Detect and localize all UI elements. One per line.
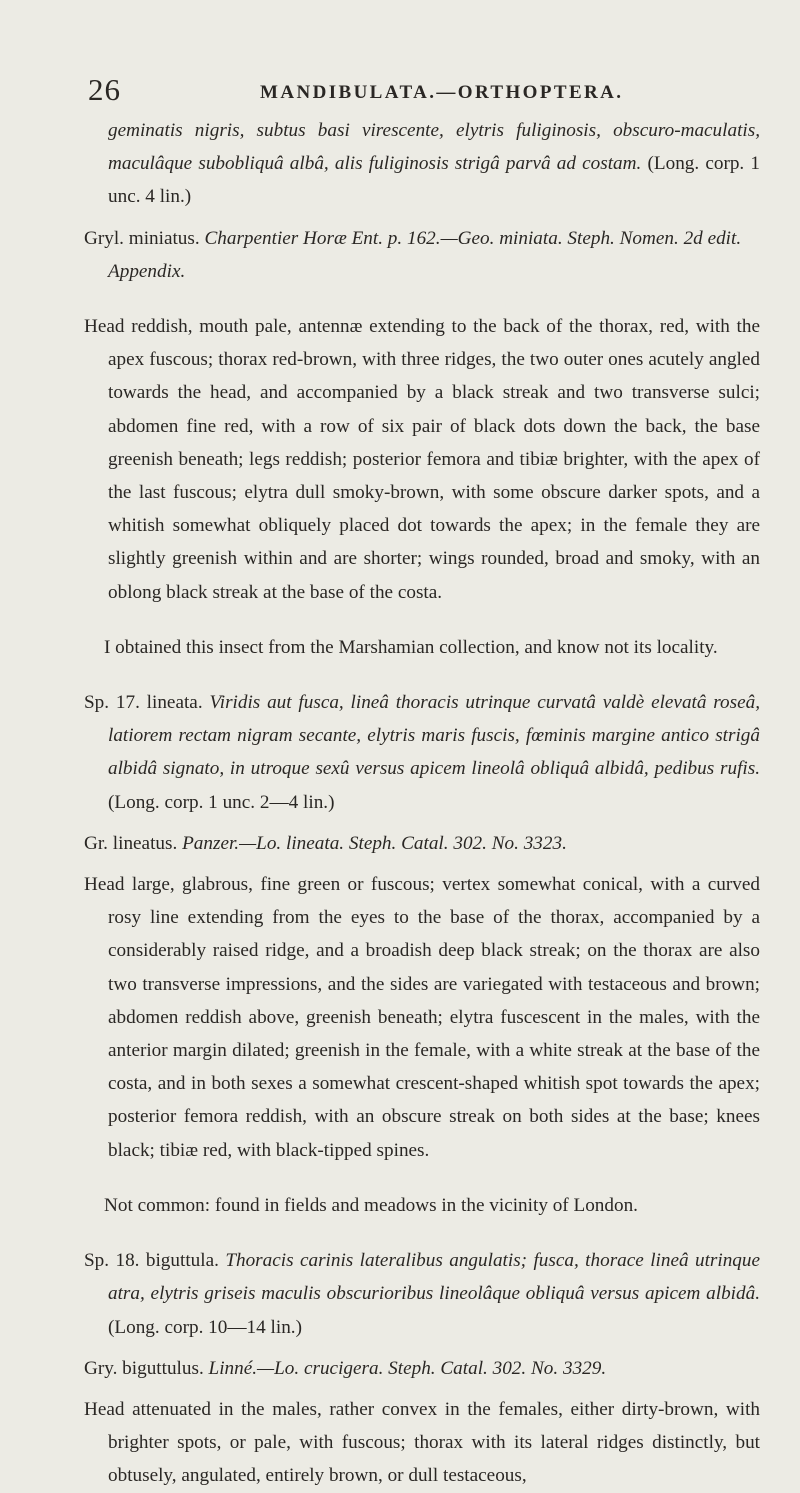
- latin-text: Thoracis carinis lateralibus angulatis; fusca, thorace lineâ utrinque atra, elytris griseis maculis obscurioribus lineolâque obliquâ versus apicem albidâ.: [108, 1250, 761, 1305]
- measurement: (Long. corp. 10—14 lin.): [108, 1316, 302, 1338]
- locality-note: Not common: found in fields and meadows in the vicinity of London.: [104, 1194, 638, 1216]
- species-label: Sp. 18. biguttula.: [84, 1250, 219, 1272]
- species-description: Head reddish, mouth pale, antennæ extending to the back of the thorax, red, with the apex fuscous; thorax red-brown, with three ridges, the two outer ones acutely angled towards the head, and accompanied by a black streak and two transverse sulci; abdomen fine red, with a row of six pair of black dots down the back, the base greenish beneath; legs reddish; posterior femora and tibiæ brighter, with the apex of the last fuscous; elytra dull smoky-brown, with some obscure darker spots, and a whitish somewhat obliquely placed dot towards the apex; in the female they are slightly greenish within and are shorter; wings rounded, broad and smoky, with an oblong black streak at the base of the costa.: [84, 316, 760, 603]
- synonym-reference: Linné.—Lo. crucigera. Steph. Catal. 302. No. 3329.: [208, 1357, 607, 1379]
- species-label: Sp. 17. lineata.: [84, 692, 203, 714]
- latin-text: Viridis aut fusca, lineâ thoracis utrinque curvatâ valdè elevatâ roseâ, latiorem rectam nigram secante, elytris maris fuscis, fœminis margine antico strigâ albidâ signato, in utroque sexû versus apicem lineolâ obliquâ albidâ, pedibus rufis.: [108, 692, 761, 780]
- synonymy-entry: [84, 222, 760, 288]
- latin-text: geminatis nigris, subtus basi virescente, elytris fuliginosis, obscuro-maculatis, maculâque subobliquâ albâ, alis fuliginosis strigâ parvâ ad costam.: [108, 120, 760, 175]
- synonym-label: Gryl. miniatus.: [84, 227, 200, 249]
- species-18-diagnosis: [84, 1244, 760, 1344]
- measurement: (Long. corp. 1 unc. 2—4 lin.): [108, 791, 335, 813]
- synonym-label: Gry. biguttulus.: [84, 1357, 204, 1379]
- latin-description-continued: [108, 114, 760, 214]
- page-header: [88, 72, 768, 112]
- species-description: Head large, glabrous, fine green or fuscous; vertex somewhat conical, with a curved rosy line extending from the eyes to the base of the thorax, accompanied by a considerably raised ridge, and a broadish deep black streak; on the thorax are also two transverse impressions, and the sides are variegated with testaceous and brown; abdomen reddish above, greenish beneath; elytra fuscescent in the males, with the anterior margin dilated; greenish in the female, with a white streak at the base of the costa, and in both sexes a somewhat crescent-shaped whitish spot towards the apex; posterior femora reddish, with an obscure streak on both sides at the base; knees black; tibiæ red, with black-tipped spines.: [84, 874, 760, 1161]
- page-number: 26: [88, 72, 121, 107]
- locality-note: I obtained this insect from the Marshamian collection, and know not its locality.: [104, 636, 718, 658]
- synonymy-entry: [84, 1352, 760, 1385]
- species-description: Head attenuated in the males, rather convex in the females, either dirty-brown, with brighter spots, or pale, with fuscous; thorax with its lateral ridges distinctly, but obtusely, angulated, entirely brown, or dull testaceous,: [84, 1398, 760, 1487]
- species-17-diagnosis: [84, 686, 760, 819]
- synonymy-entry: [84, 827, 760, 860]
- synonym-label: Gr. lineatus.: [84, 832, 178, 854]
- measurement: (Long. corp. 1 unc. 4 lin.): [108, 153, 760, 208]
- running-title: MANDIBULATA.—ORTHOPTERA.: [260, 82, 624, 103]
- synonym-reference: Panzer.—Lo. lineata. Steph. Catal. 302. No. 3323.: [182, 832, 567, 854]
- page-body: [84, 114, 761, 1493]
- synonym-reference: Charpentier Horæ Ent. p. 162.—Geo. miniata. Steph. Nomen. 2d edit. Appendix.: [108, 227, 742, 282]
